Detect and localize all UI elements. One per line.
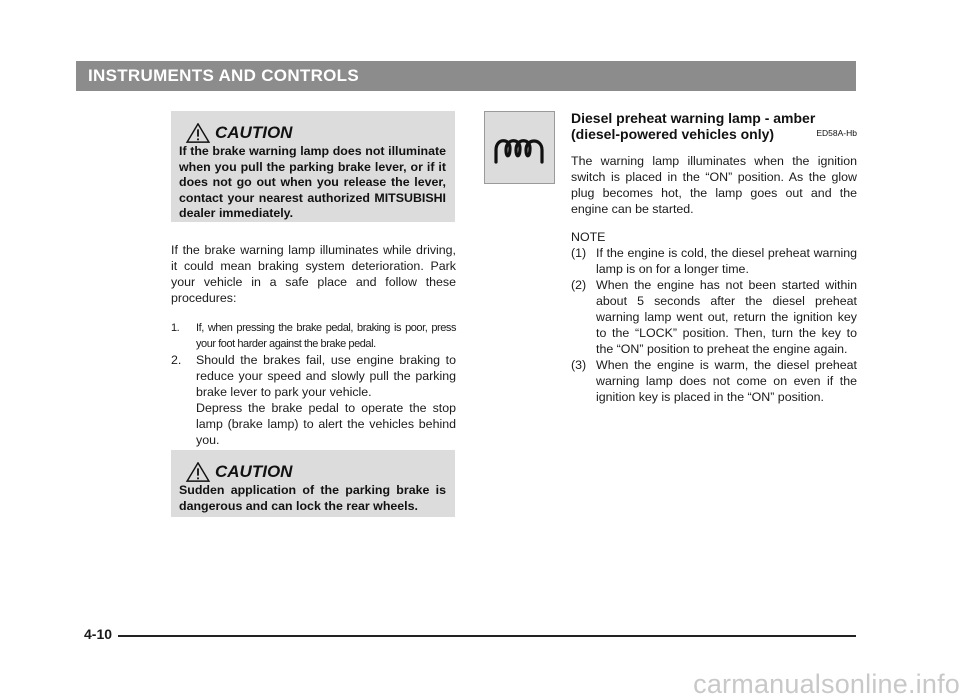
- caution-box-parking-brake: [171, 450, 455, 517]
- list-number: 2.: [171, 353, 182, 367]
- page-number: 4-10: [84, 626, 113, 642]
- list-number: 1.: [171, 322, 180, 334]
- note-number: (2): [571, 278, 587, 292]
- caution-heading: [185, 460, 446, 482]
- section-heading: [571, 110, 857, 142]
- list-text: If, when pressing the brake pedal, braking is poor, press your foot harder against the brake pedal.: [196, 322, 456, 350]
- brake-warning-body: [171, 242, 456, 448]
- diesel-preheat-lamp-illustration: [484, 111, 555, 184]
- note-text: When the engine is warm, the diesel preheat warning lamp does not come on even if the ignition key is placed in the “ON” position.: [596, 358, 857, 404]
- note-item: [571, 357, 857, 405]
- caution-label: CAUTION: [215, 462, 293, 481]
- intro-paragraph: If the brake warning lamp illuminates while driving, it could mean braking system deterioration. Park your vehicle in a safe place and follow these procedures:: [171, 243, 456, 305]
- caution-heading: [185, 121, 446, 143]
- caution-label: CAUTION: [215, 123, 293, 142]
- caution-text: If the brake warning lamp does not illuminate when you pull the parking brake lever, or if it does not go out when you release the lever, contact your nearest authorized MITSUBISHI dealer immediately.: [179, 144, 446, 220]
- note-text: If the engine is cold, the diesel preheat warning lamp is on for a longer time.: [596, 246, 857, 276]
- list-item: [171, 352, 456, 448]
- section-code: ED58A-Hb: [816, 128, 857, 138]
- diesel-preheat-body: [571, 153, 857, 405]
- list-item: [171, 320, 456, 352]
- section-header: [76, 61, 856, 91]
- caution-text: Sudden application of the parking brake is dangerous and can lock the rear wheels.: [179, 483, 446, 513]
- heading-line-1: Diesel preheat warning lamp - amber: [571, 110, 816, 126]
- glow-plug-coil-icon: [492, 132, 548, 166]
- note-item: [571, 277, 857, 357]
- note-label: NOTE: [571, 230, 606, 244]
- intro-paragraph: The warning lamp illuminates when the ignition switch is placed in the “ON” position. As the glow plug becomes hot, the lamp goes out and the engine can be started.: [571, 154, 857, 216]
- section-title: INSTRUMENTS AND CONTROLS: [88, 66, 360, 85]
- note-number: (1): [571, 246, 587, 260]
- footer-rule: [118, 635, 856, 637]
- watermark: carmanualsonline.info: [693, 669, 960, 699]
- note-text: When the engine has not been started within about 5 seconds after the diesel preheat warning lamp went out, return the ignition key to the “LOCK” position. Then, turn the key to the “ON” position to preheat the engine again.: [596, 278, 857, 356]
- caution-box-brake-lamp: [171, 111, 455, 222]
- warning-triangle-icon: [185, 123, 211, 143]
- list-text-continued: Depress the brake pedal to operate the stop lamp (brake lamp) to alert the vehicles behind you.: [196, 401, 456, 447]
- note-number: (3): [571, 358, 587, 372]
- diesel-preheat-section: [571, 110, 857, 405]
- heading-line-2: (diesel-powered vehicles only): [571, 126, 775, 142]
- procedure-list: [171, 320, 456, 448]
- list-text: Should the brakes fail, use engine braking to reduce your speed and slowly pull the parking brake lever to park your vehicle.: [196, 353, 456, 399]
- warning-triangle-icon: [185, 462, 211, 482]
- note-list: [571, 245, 857, 405]
- note-item: [571, 245, 857, 277]
